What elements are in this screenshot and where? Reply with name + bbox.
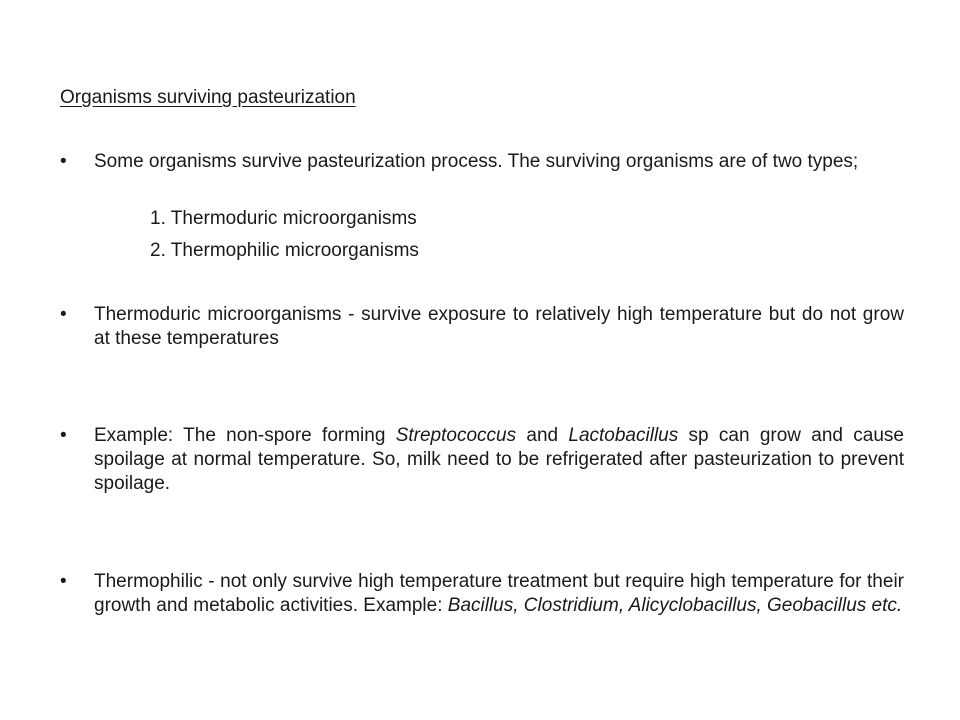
bullet-item [60, 424, 904, 496]
bullet-item [60, 303, 904, 351]
bullet-item [60, 570, 904, 642]
thermophilic-examples: Bacillus, Clostridium, Alicyclobacillus, Geobacillus etc. [447, 595, 903, 616]
genus-lactobacillus: Lactobacillus [568, 425, 679, 446]
thermophilic-text: Thermophilic - not only survive high temperature treatment but require high temperature for their growth and metabolic activities. Example: [94, 571, 904, 616]
bullet-text: Some organisms survive pasteurization process. The surviving organisms are of two types; [94, 151, 859, 172]
bullet-text [94, 570, 904, 618]
slide-heading: Organisms surviving pasteurization [60, 87, 356, 108]
genus-streptococcus: Streptococcus [395, 425, 517, 446]
bullet-text [94, 424, 904, 496]
bullet-item [60, 150, 904, 198]
bullet-dot: • [60, 571, 67, 592]
example-text: sp can grow and cause spoilage at normal temperature. So, milk need to be refrigerated after pasteurization to prevent spoilage. [94, 425, 904, 494]
sub-item-thermophilic: 2. Thermophilic microorganisms [150, 240, 419, 261]
bullet-text: Thermoduric microorganisms - survive exposure to relatively high temperature but do not grow at these temperatures [94, 304, 904, 349]
bullet-dot: • [60, 151, 67, 172]
bullet-dot: • [60, 425, 67, 446]
sub-item-thermoduric: 1. Thermoduric microorganisms [150, 208, 417, 229]
example-text: and [516, 425, 569, 446]
example-text: Example: The non-spore forming [94, 425, 396, 446]
bullet-dot: • [60, 304, 67, 325]
